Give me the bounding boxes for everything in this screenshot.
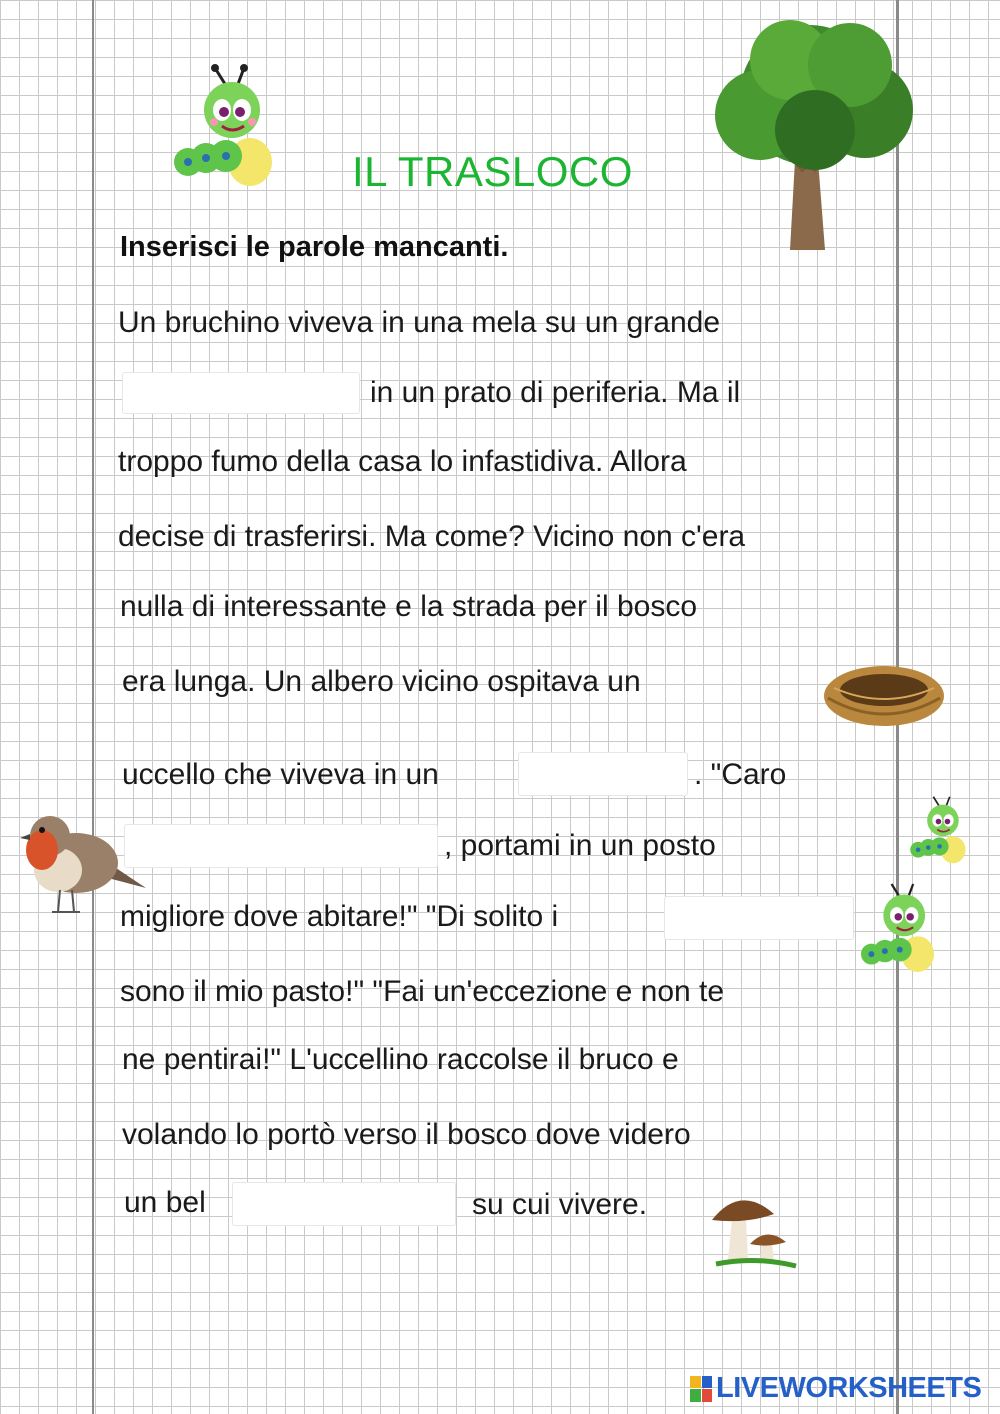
text-line-1: Un bruchino viveva in una mela su un grande bbox=[118, 306, 721, 339]
text-line-12: volando lo portò verso il bosco dove videro bbox=[122, 1118, 691, 1151]
caterpillar-icon bbox=[170, 62, 280, 192]
text-line-11: ne pentirai!" L'uccellino raccolse il bruco e bbox=[122, 1043, 679, 1076]
text-line-2: in un prato di periferia. Ma il bbox=[370, 376, 741, 409]
mushroom-icon bbox=[710, 1190, 800, 1272]
text-line-14: su cui vivere. bbox=[472, 1188, 648, 1221]
text-line-13: un bel bbox=[124, 1186, 206, 1219]
left-margin-line bbox=[92, 0, 94, 1414]
liveworksheets-logo bbox=[690, 1372, 981, 1405]
answer-blank-1[interactable] bbox=[122, 372, 360, 414]
tree-icon bbox=[700, 10, 925, 255]
text-line-8: , portami in un posto bbox=[444, 829, 716, 862]
answer-blank-3[interactable] bbox=[124, 824, 438, 868]
page-title: IL TRASLOCO bbox=[352, 148, 633, 195]
answer-blank-2[interactable] bbox=[518, 752, 688, 796]
answer-blank-5[interactable] bbox=[232, 1182, 456, 1226]
text-line-5: nulla di interessante e la strada per il bosco bbox=[120, 590, 698, 623]
text-line-10: sono il mio pasto!" "Fai un'eccezione e non te bbox=[120, 975, 725, 1008]
caterpillar-icon bbox=[858, 878, 940, 978]
text-line-7: uccello che viveva in un bbox=[122, 758, 439, 791]
instruction-text: Inserisci le parole mancanti. bbox=[120, 231, 509, 263]
answer-blank-4[interactable] bbox=[664, 896, 854, 940]
caterpillar-icon bbox=[908, 784, 970, 876]
text-line-7b: . "Caro bbox=[694, 758, 787, 791]
nest-icon bbox=[822, 658, 947, 733]
text-line-9: migliore dove abitare!" "Di solito i bbox=[120, 900, 559, 933]
text-line-3: troppo fumo della casa lo infastidiva. Allora bbox=[118, 445, 687, 478]
text-line-6: era lunga. Un albero vicino ospitava un bbox=[122, 665, 641, 698]
text-line-4: decise di trasferirsi. Ma come? Vicino non c'era bbox=[118, 520, 746, 553]
liveworksheets-brand: LIVEWORKSHEETS bbox=[716, 1372, 982, 1404]
robin-icon bbox=[18, 808, 148, 918]
liveworksheets-badge-icon bbox=[690, 1376, 712, 1402]
